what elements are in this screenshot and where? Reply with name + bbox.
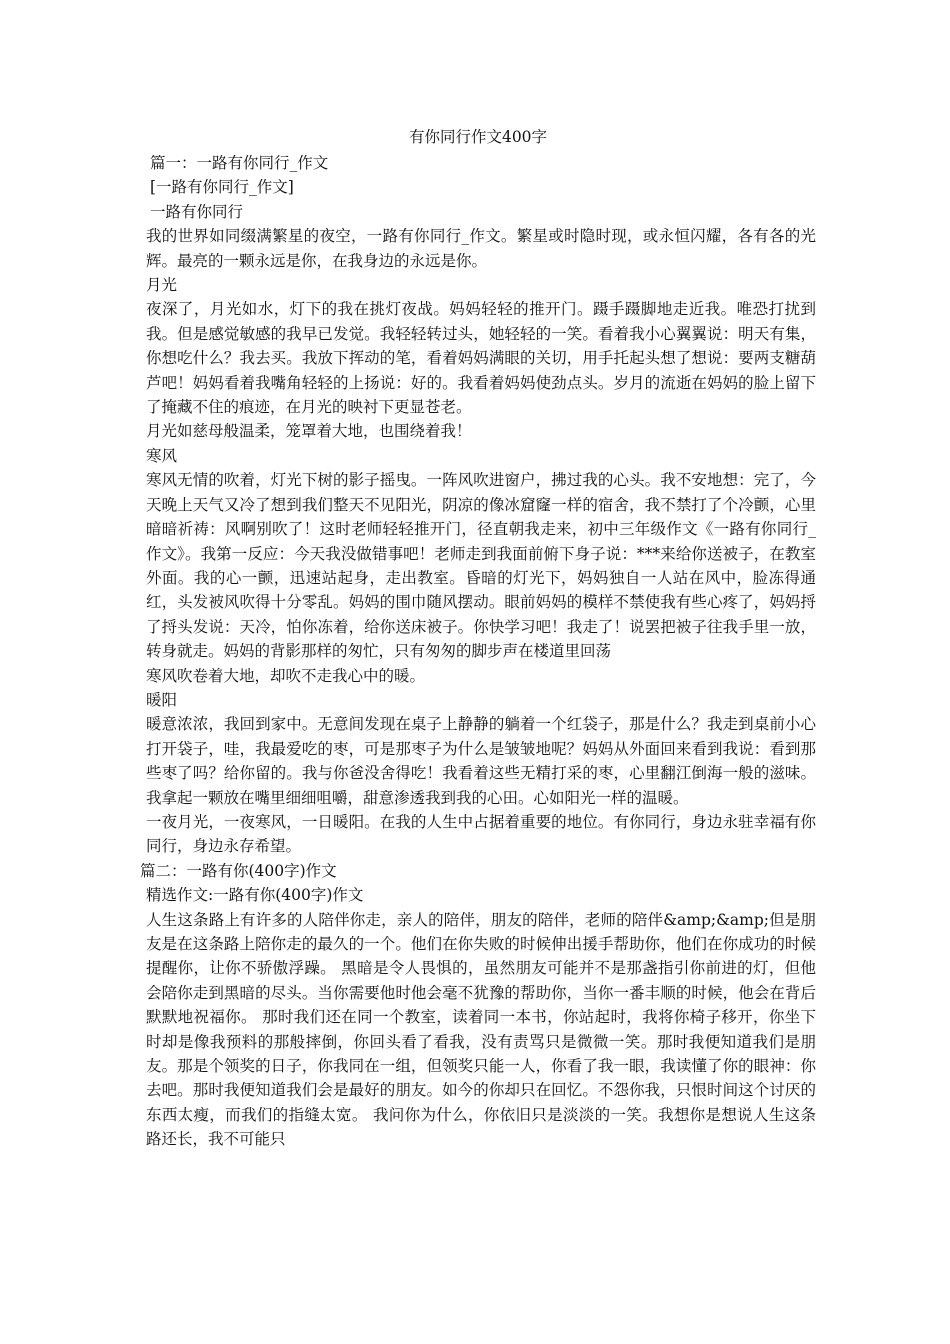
subheading-cold-wind: 寒风	[146, 446, 178, 465]
section-heading-2: 篇二：一路有你(400字)作文	[140, 861, 337, 880]
document-title: 有你同行作文400字	[408, 128, 548, 146]
section-subtitle-1: [一路有你同行_作文]	[150, 178, 294, 197]
paragraph-warm-sun: 暖意浓浓，我回到家中。无意间发现在桌子上静静的躺着一个红袋子，那是什么？我走到桌前小心打开袋子，哇，我最爱吃的枣，可是那枣子为什么是皱皱地呢？妈妈从外面回来看到我说：看到那些枣了吗？给你留的。我与你爸没舍得吃！我看着这些无精打采的枣，心里翻江倒海一般的滋味。我拿起一颗放在嘴里细细咀嚼，甜意渗透我到我的心田。心如阳光一样的温暖。	[146, 715, 816, 807]
essay-title-1: 一路有你同行	[150, 202, 244, 221]
paragraph-moonlight: 夜深了，月光如水，灯下的我在挑灯夜战。妈妈轻轻的推开门。蹑手蹑脚地走近我。唯恐打扰到我。但是感觉敏感的我早已发觉。我轻轻转过头，她轻轻的一笑。看着我小心翼翼说：明天有集，你想吃什么？我去买。我放下挥动的笔，看着妈妈满眼的关切，用手托起头想了想说：要两支糖葫芦吧！妈妈看着我嘴角轻轻的上扬说：好的。我看着妈妈使劲点头。岁月的流逝在妈妈的脸上留下了掩藏不住的痕迹，在月光的映衬下更显苍老。	[146, 300, 816, 417]
paragraph-moonlight-summary: 月光如慈母般温柔，笼罩着大地，也围绕着我！	[146, 422, 472, 441]
paragraph-cold-wind-summary: 寒风吹卷着大地，却吹不走我心中的暖。	[146, 666, 426, 685]
paragraph-cold-wind: 寒风无情的吹着，灯光下树的影子摇曳。一阵风吹进窗户，拂过我的心头。我不安地想：完了，今天晚上天气又冷了想到我们整天不见阳光，阴凉的像冰窟窿一样的宿舍，我不禁打了个冷颤，心里暗暗祈祷：风啊别吹了！这时老师轻轻推开门，径直朝我走来，初中三年级作文《一路有你同行_作文》。我第一反应：今天我没做错事吧！老师走到我面前俯下身子说：***来给你送被子，在教室外面。我的心一颤，迅速站起身，走出教室。昏暗的灯光下，妈妈独自一人站在风中，脸冻得通红，头发被风吹得十分零乱。妈妈的围巾随风摆动。眼前妈妈的模样不禁使我有些心疼了，妈妈捋了捋头发说：天冷，怕你冻着，给你送床被子。你快学习吧！我走了！说罢把被子往我手里一放，转身就走。妈妈的背影那样的匆忙，只有匆匆的脚步声在楼道里回荡	[146, 471, 816, 661]
paragraph-friendship: 人生这条路上有许多的人陪伴你走，亲人的陪伴，朋友的陪伴，老师的陪伴&amp;&amp;但是朋友是在这条路上陪你走的最久的一个。他们在你失败的时候伸出援手帮助你，他们在你成功的时候提醒你，让你不骄傲浮躁。 黑暗是令人畏惧的，虽然朋友可能并不是那盏指引你前进的灯，但他会陪你走到黑暗的尽头。当你需要他时他会毫不犹豫的帮助你，当你一番丰顺的时候，他会在背后默默地祝福你。 那时我们还在同一个教室，读着同一本书，你站起时，我将你椅子移开，你坐下时却是像我预料的那般摔倒，你回头看了看我，没有责骂只是微微一笑。那时我便知道我们是朋友。那是个领奖的日子，你我同在一组，但领奖只能一人，你看了我一眼，我读懂了你的眼神：你去吧。那时我便知道我们会是最好的朋友。如今的你却只在回忆。不怨你我，只恨时间这个讨厌的东西太瘦，而我们的指缝太宽。 我问你为什么，你依旧只是淡淡的一笑。我想你是想说人生这条路还长，我不可能只	[146, 910, 816, 1149]
section-heading-1: 篇一：一路有你同行_作文	[150, 154, 329, 172]
paragraph-conclusion: 一夜月光，一夜寒风，一日暖阳。在我的人生中占据着重要的地位。有你同行，身边永驻幸福有你同行，身边永存希望。	[146, 812, 816, 856]
paragraph-intro: 我的世界如同缀满繁星的夜空，一路有你同行_作文。繁星或时隐时现，或永恒闪耀，各有各的光辉。最亮的一颗永远是你，在我身边的永远是你。	[146, 227, 816, 270]
section-subtitle-2: 精选作文:一路有你(400字)作文	[146, 886, 364, 905]
subheading-moonlight: 月光	[146, 276, 178, 295]
subheading-warm-sun: 暖阳	[146, 690, 178, 709]
document-page	[140, 123, 816, 1152]
